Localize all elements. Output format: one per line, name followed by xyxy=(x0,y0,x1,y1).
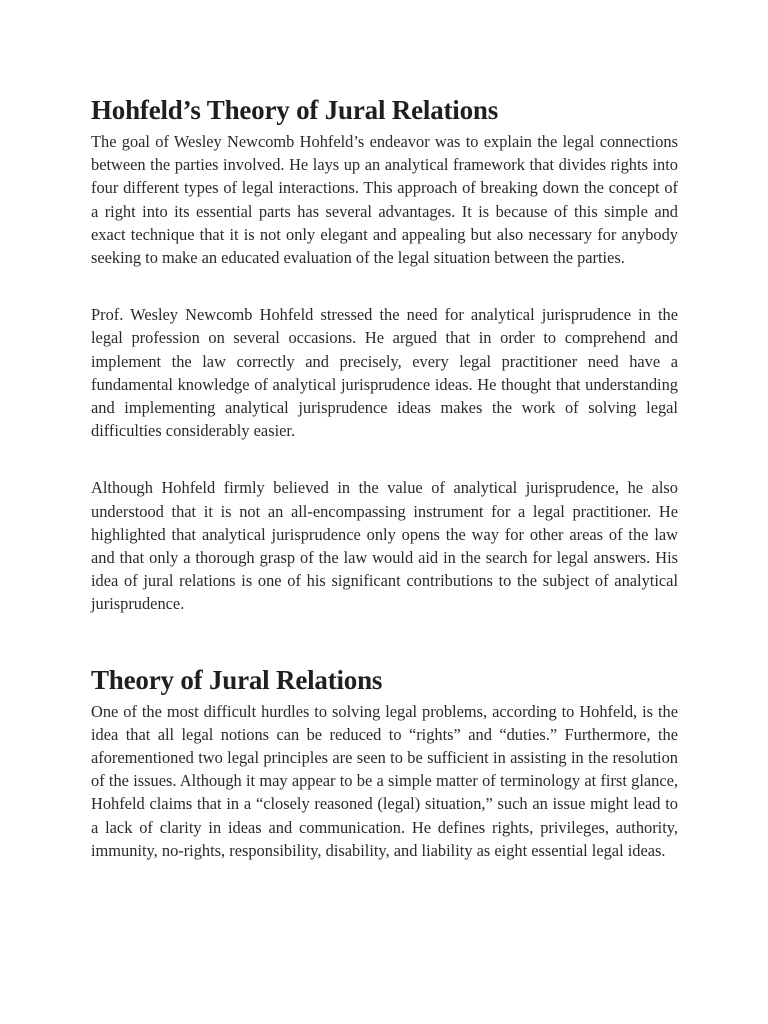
paragraph-analytical-jurisprudence-need: Prof. Wesley Newcomb Hohfeld stressed the need for analytical jurisprudence in the legal profession on several occasions. He argued that in order to comprehend and implement the law correctly and precisely, every legal practitioner need have a fundamental knowledge of analytical jurisprudence ideas. He thought that understanding and implementing analytical jurisprudence ideas makes the work of solving legal difficulties considerably easier. xyxy=(91,305,678,441)
document-page xyxy=(91,0,678,862)
paragraph-hohfeld-goal: The goal of Wesley Newcomb Hohfeld’s endeavor was to explain the legal connections between the parties involved. He lays up an analytical framework that divides rights into four different types of legal interactions. This approach of breaking down the concept of a right into its essential parts has several advantages. It is because of this simple and exact technique that it is not only elegant and appealing but also necessary for anybody seeking to make an educated evaluation of the legal situation between the parties. xyxy=(91,132,678,268)
paragraph-jurisprudence-limits: Although Hohfeld firmly believed in the value of analytical jurisprudence, he also understood that it is not an all-encompassing instrument for a legal practitioner. He highlighted that analytical jurisprudence only opens the way for other areas of the law and that only a thorough grasp of the law would aid in the search for legal answers. His idea of jural relations is one of his significant contributions to the subject of analytical jurisprudence. xyxy=(91,478,678,614)
section-heading: Theory of Jural Relations xyxy=(91,664,383,695)
article-title: Hohfeld’s Theory of Jural Relations xyxy=(91,95,499,125)
paragraph-jural-relations: One of the most difficult hurdles to solving legal problems, according to Hohfeld, is the idea that all legal notions can be reduced to “rights” and “duties.” Furthermore, the aforementioned two legal principles are seen to be sufficient in assisting in the resolution of the issues. Although it may appear to be a simple matter of terminology at first glance, Hohfeld claims that in a “closely reasoned (legal) situation,” such an issue might lead to a lack of clarity in ideas and communication. He defines rights, privileges, authority, immunity, no-rights, responsibility, disability, and liability as eight essential legal ideas. xyxy=(91,701,678,860)
